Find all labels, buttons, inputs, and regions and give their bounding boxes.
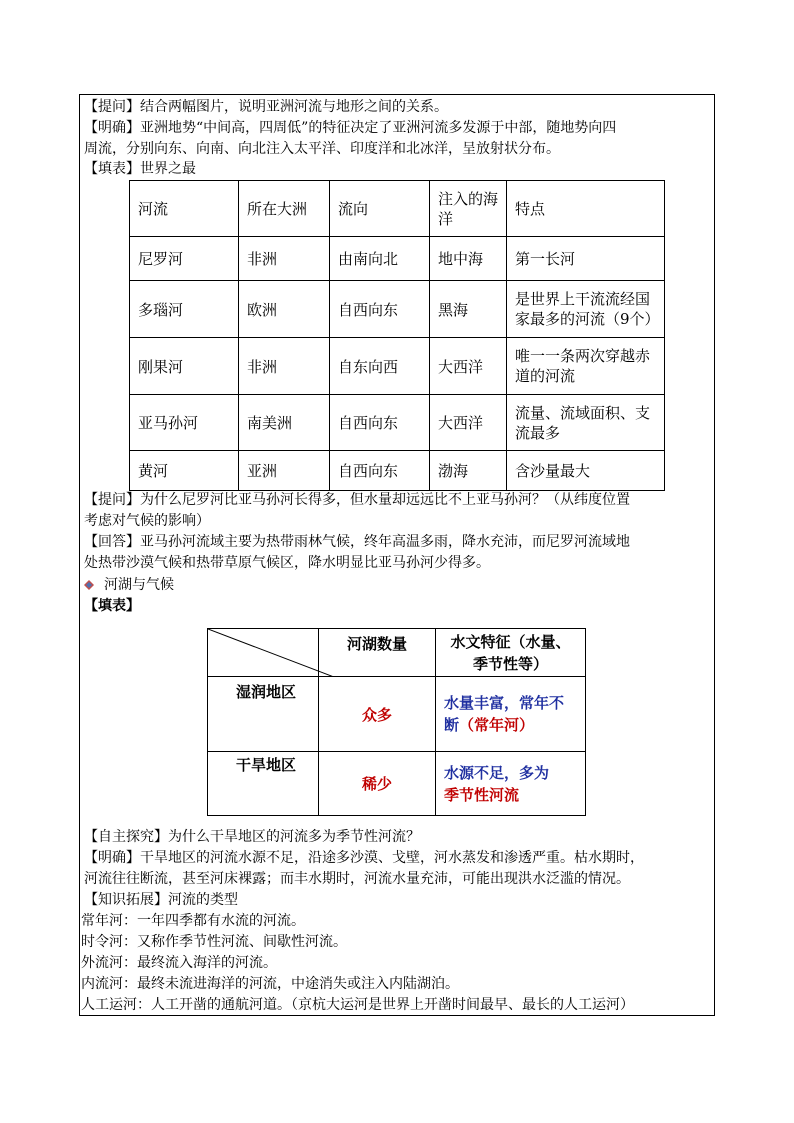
cell-count-arid: 稀少 xyxy=(319,752,436,816)
river-type-1: 常年河：一年四季都有水流的河流。 xyxy=(81,913,305,929)
fill-table-title: 【填表】世界之最 xyxy=(84,161,196,177)
header-feature: 特点 xyxy=(507,181,665,237)
question-2-line1: 【提问】为什么尼罗河比亚马孙河长得多，但水量却远远比不上亚马孙河？（从纬度位置 xyxy=(84,492,630,508)
cell-direction: 由南向北 xyxy=(330,237,430,281)
cell-ocean: 大西洋 xyxy=(430,395,507,451)
cell-direction: 自西向东 xyxy=(330,451,430,491)
header-ocean: 注入的海洋 xyxy=(430,181,507,237)
section-heading-text: 河湖与气候 xyxy=(104,577,174,593)
cell-direction: 自东向西 xyxy=(330,338,430,395)
table-row xyxy=(208,752,586,816)
fill-table-2-title: 【填表】 xyxy=(84,598,140,614)
cell-continent: 欧洲 xyxy=(239,281,330,338)
table-row xyxy=(130,451,665,491)
cell-ocean: 地中海 xyxy=(430,237,507,281)
section-heading xyxy=(84,575,174,595)
cell-continent: 亚洲 xyxy=(239,451,330,491)
diamond-bullet-icon xyxy=(84,580,94,590)
cell-river: 刚果河 xyxy=(130,338,239,395)
answer-3-line2: 河流往往断流，甚至河床裸露；而丰水期时，河流水量充沛，可能出现洪水泛滥的情况。 xyxy=(84,871,630,887)
answer-1-line1: 【明确】亚洲地势“中间高，四周低”的特征决定了亚洲河流多发源于中部，随地势向四 xyxy=(84,120,617,136)
diagonal-line xyxy=(208,629,334,677)
cell-direction: 自西向东 xyxy=(330,395,430,451)
cell-continent: 非洲 xyxy=(239,237,330,281)
river-type-3: 外流河：最终流入海洋的河流。 xyxy=(81,955,277,971)
row-label-arid: 干旱地区 xyxy=(208,752,319,816)
header-hydrology: 水文特征（水量、季节性等） xyxy=(436,629,586,677)
cell-river: 亚马孙河 xyxy=(130,395,239,451)
table-row xyxy=(130,237,665,281)
cell-feature: 唯一一条两次穿越赤道的河流 xyxy=(507,338,665,395)
rivers-table xyxy=(129,180,665,491)
cell-count-humid: 众多 xyxy=(319,677,436,752)
table-row xyxy=(130,395,665,451)
answer-2-line2: 处热带沙漠气候和热带草原气候区，降水明显比亚马孙河少得多。 xyxy=(84,555,490,571)
answer-1-line2: 周流，分别向东、向南、向北注入太平洋、印度洋和北冰洋，呈放射状分布。 xyxy=(84,141,560,157)
feature-text: 水源不足，多为 xyxy=(444,763,550,782)
cell-ocean: 黑海 xyxy=(430,281,507,338)
feature-highlight: （常年河） xyxy=(459,716,535,734)
header-direction: 流向 xyxy=(330,181,430,237)
cell-continent: 非洲 xyxy=(239,338,330,395)
river-type-5: 人工运河：人工开凿的通航河道。（京杭大运河是世界上开凿时间最早、最长的人工运河） xyxy=(81,997,634,1013)
feature-highlight: 季节性河流 xyxy=(444,785,520,804)
question-1: 【提问】结合两幅图片，说明亚洲河流与地形之间的关系。 xyxy=(84,99,448,115)
explore-question: 【自主探究】为什么干旱地区的河流多为季节性河流？ xyxy=(84,829,420,845)
table-row xyxy=(208,677,586,752)
cell-feature: 第一长河 xyxy=(507,237,665,281)
table-row xyxy=(130,281,665,338)
header-count: 河湖数量 xyxy=(319,629,436,677)
cell-river: 多瑙河 xyxy=(130,281,239,338)
cell-feature: 含沙量最大 xyxy=(507,451,665,491)
cell-river: 黄河 xyxy=(130,451,239,491)
cell-feature-arid xyxy=(436,752,586,816)
extension-heading: 【知识拓展】河流的类型 xyxy=(84,892,238,908)
cell-ocean: 渤海 xyxy=(430,451,507,491)
header-continent: 所在大洲 xyxy=(239,181,330,237)
cell-feature: 流量、流域面积、支流最多 xyxy=(507,395,665,451)
diagonal-corner-cell xyxy=(208,629,319,677)
question-2-line2: 考虑对气候的影响） xyxy=(84,513,210,529)
river-type-2: 时令河：又称作季节性河流、间歇性河流。 xyxy=(81,934,347,950)
cell-ocean: 大西洋 xyxy=(430,338,507,395)
climate-table xyxy=(207,628,586,816)
cell-feature: 是世界上干流流经国家最多的河流（9个） xyxy=(507,281,665,338)
cell-river: 尼罗河 xyxy=(130,237,239,281)
row-label-humid: 湿润地区 xyxy=(208,677,319,752)
table-header-row xyxy=(130,181,665,237)
answer-2-line1: 【回答】亚马孙河流域主要为热带雨林气候，终年高温多雨，降水充沛，而尼罗河流域地 xyxy=(84,534,630,550)
table-row xyxy=(130,338,665,395)
answer-3-line1: 【明确】干旱地区的河流水源不足，沿途多沙漠、戈壁，河水蒸发和渗透严重。枯水期时， xyxy=(84,850,644,866)
cell-continent: 南美洲 xyxy=(239,395,330,451)
cell-direction: 自西向东 xyxy=(330,281,430,338)
river-type-4: 内流河：最终未流进海洋的河流，中途消失或注入内陆湖泊。 xyxy=(81,976,459,992)
feature-text: 水量丰富，常年不断 xyxy=(444,694,565,734)
header-river: 河流 xyxy=(130,181,239,237)
table-header-row xyxy=(208,629,586,677)
cell-feature-humid xyxy=(436,677,586,752)
